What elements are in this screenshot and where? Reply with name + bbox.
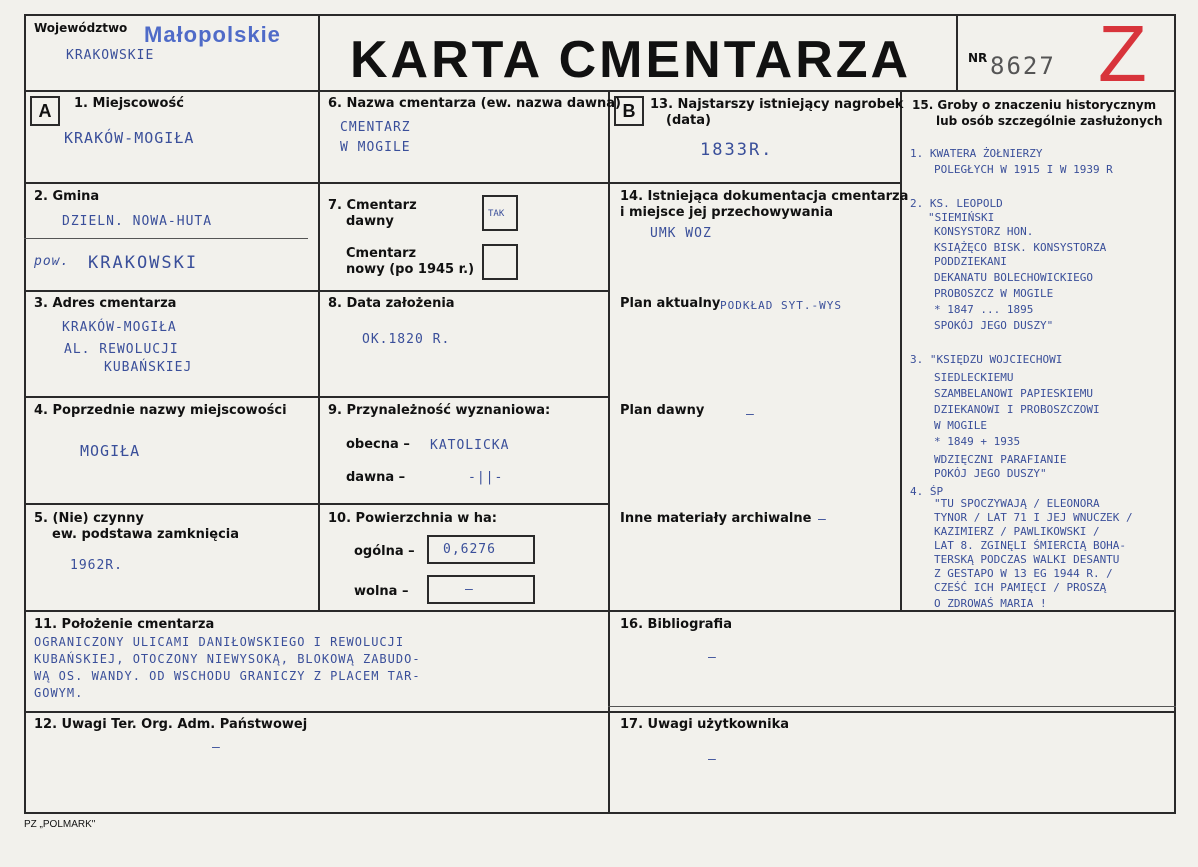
field-16-value: – [708,650,717,665]
field-11-line-3: WĄ OS. WANDY. OD WSCHODU GRANICZY Z PLACEM TAR- [34,669,421,683]
field-12-label: 12. Uwagi Ter. Org. Adm. Państwowej [34,717,308,732]
field-15-line: Z GESTAPO W 13 EG 1944 R. / [934,567,1113,580]
field-15-line: O ZDROWAŚ MARIA ! [934,597,1047,610]
address-line-3: KUBAŃSKIEJ [104,360,193,375]
field-15-line: DZIEKANOWI I PROBOSZCZOWI [934,403,1100,416]
obecna-label: obecna – [346,437,410,452]
field-13-value: 1833R. [700,140,774,160]
obecna-value: KATOLICKA [430,438,510,453]
field-6-line-2: W MOGILE [340,140,411,155]
plan-dawny-label: Plan dawny [620,403,705,418]
ogolna-label: ogólna – [354,544,415,559]
pow-prefix: pow. [34,254,70,269]
field-15-label-1: 15. Groby o znaczeniu historycznym [912,98,1157,112]
field-13-label-2: (data) [666,113,711,128]
field-15-line: TERSKĄ PODCZAS WALKI DESANTU [934,553,1120,566]
nr-label: NR [968,51,988,65]
field-4-label: 4. Poprzednie nazwy miejscowości [34,403,287,418]
field-15-line: PROBOSZCZ W MOGILE [934,287,1054,300]
field-11-line-1: OGRANICZONY ULICAMI DANIŁOWSKIEGO I REWOLUCJI [34,635,405,649]
dawny-checkbox[interactable] [482,195,518,231]
plan-aktualny-label: Plan aktualny [620,296,721,311]
z-mark: Z [1098,9,1147,98]
field-7-label-3: Cmentarz [346,246,417,261]
inne-label: Inne materiały archiwalne [620,511,812,526]
wojewodztwo-label: Województwo [34,21,128,35]
field-15-line: KAZIMIERZ / PAWLIKOWSKI / [934,525,1100,538]
field-5-label-1: 5. (Nie) czynny [34,511,144,526]
address-line-1: KRAKÓW-MOGIŁA [62,320,177,335]
field-7-label-2: dawny [346,214,394,229]
field-9-label: 9. Przynależność wyznaniowa: [328,403,551,418]
field-15-line: KSIĄŻĘCO BISK. KONSYSTORZA [934,241,1107,254]
wojewodztwo-stamp: Małopolskie [144,22,281,47]
field-1-value: KRAKÓW-MOGIŁA [64,129,195,147]
field-15-line: 1. KWATERA ŻOŁNIERZY [910,147,1043,160]
field-6-label: 6. Nazwa cmentarza (ew. nazwa dawna) [328,96,621,111]
gmina-divider [24,238,308,239]
field-11-line-4: GOWYM. [34,686,84,700]
field-15-line: W MOGILE [934,419,987,432]
field-15-line: 2. KS. LEOPOLD [910,197,1003,210]
field-16-label: 16. Bibliografia [620,617,732,632]
field-15-line: 4. ŚP [910,485,944,498]
field-8-value: OK.1820 R. [362,332,451,347]
field-15-line: 3. "KSIĘDZU WOJCIECHOWI [910,353,1063,366]
address-line-2: AL. REWOLUCJI [64,342,179,357]
field-15-line: POKÓJ JEGO DUSZY" [934,467,1047,480]
ogolna-box[interactable] [427,535,535,564]
field-17-label: 17. Uwagi użytkownika [620,717,790,732]
field-6-line-1: CMENTARZ [340,120,411,135]
field-5-value: 1962R. [70,558,123,573]
wolna-value: – [465,582,474,597]
nowy-checkbox[interactable] [482,244,518,280]
section-b-marker: B [614,96,644,126]
field-1-label: 1. Miejscowość [74,96,184,111]
field-15-line: "TU SPOCZYWAJĄ / ELEONORA [934,497,1100,510]
field-12-value: – [212,740,221,755]
section-a-marker: A [30,96,60,126]
field-2-value: DZIELN. NOWA-HUTA [62,214,213,229]
field-15-line: DEKANATU BOLECHOWICKIEGO [934,271,1093,284]
dawna-value: -||- [468,470,504,485]
field-7-label-4: nowy (po 1945 r.) [346,262,475,277]
printer-footer: PZ „POLMARK" [24,819,96,830]
wolna-label: wolna – [354,584,409,599]
field-15-line: LAT 8. ZGINĘLI ŚMIERCIĄ BOHA- [934,539,1127,552]
field-15-line: CZEŚĆ ICH PAMIĘCI / PROSZĄ [934,581,1107,594]
field-4-value: MOGIŁA [80,442,141,460]
field-15-line: PODDZIEKANI [934,255,1007,268]
ogolna-value: 0,6276 [443,542,496,557]
field-15-line: WDZIĘCZNI PARAFIANIE [934,453,1067,466]
header-divider [24,90,1176,92]
inne-value: – [818,512,827,527]
field-15-line: SPOKÓJ JEGO DUSZY" [934,319,1054,332]
wolna-box[interactable] [427,575,535,604]
page-title: KARTA CMENTARZA [350,31,912,89]
field-11-label: 11. Położenie cmentarza [34,617,215,632]
field-11-line-2: KUBAŃSKIEJ, OTOCZONY NIEWYSOKĄ, BLOKOWĄ ZABUDO- [34,652,421,666]
field-3-label: 3. Adres cmentarza [34,296,177,311]
field-5-label-2: ew. podstawa zamknięcia [52,527,240,542]
field-15-label-2: lub osób szczególnie zasłużonych [936,114,1163,128]
dawny-checkbox-value: TAK [488,209,505,219]
field-17-value: – [708,752,717,767]
field-10-label: 10. Powierzchnia w ha: [328,511,498,526]
field-15-line: SIEDLECKIEMU [934,371,1014,384]
field-15-line: KONSYSTORZ HON. [934,225,1034,238]
field-15-line: SZAMBELANOWI PAPIESKIEMU [934,387,1093,400]
field-15-line: TYNOR / LAT 71 I JEJ WNUCZEK / [934,511,1133,524]
field-2-label: 2. Gmina [34,189,100,204]
plan-dawny-value: – [746,407,755,422]
field-15-line: POLEGŁYCH W 1915 I W 1939 R [934,163,1113,176]
field-14-value: UMK WOZ [650,226,712,241]
field-14-label-1: 14. Istniejąca dokumentacja cmentarza [620,189,909,204]
nr-value: 8627 [990,52,1056,80]
plan-aktualny-value: PODKŁAD SYT.-WYS [720,299,842,312]
wojewodztwo-handwritten: KRAKOWSKIE [66,48,155,63]
field-15-line: * 1849 + 1935 [934,435,1021,448]
field-13-label-1: 13. Najstarszy istniejący nagrobek [650,97,904,112]
bibliography-divider [608,706,1176,707]
field-14-label-2: i miejsce jej przechowywania [620,205,834,220]
field-7-label-1: 7. Cmentarz [328,198,417,213]
field-8-label: 8. Data założenia [328,296,455,311]
dawna-label: dawna – [346,470,406,485]
field-15-line: "SIEMIŃSKI [928,211,995,224]
pow-value: KRAKOWSKI [88,253,199,273]
field-15-line: * 1847 ... 1895 [934,303,1034,316]
